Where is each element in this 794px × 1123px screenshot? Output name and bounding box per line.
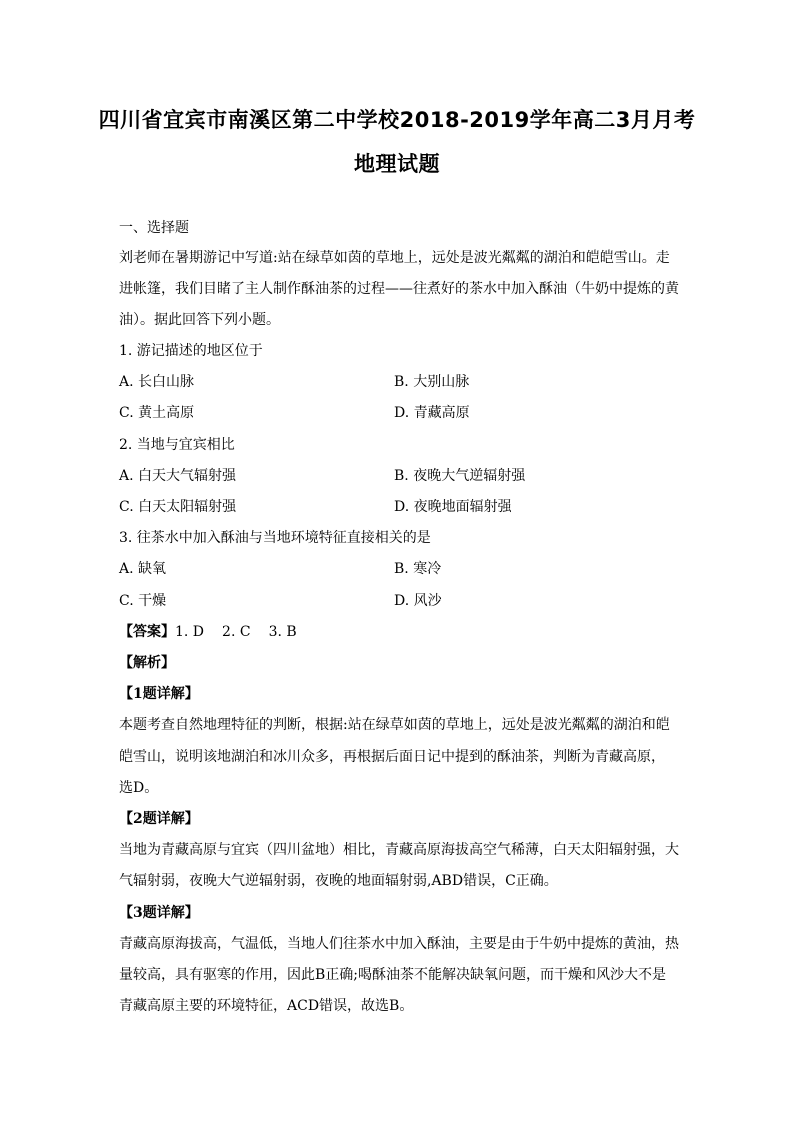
document-title-line-2: 地理试题 xyxy=(354,152,440,176)
question-3-option-b: B. 寒冷 xyxy=(394,561,442,577)
detail-3-line: 青藏高原海拔高，气温低，当地人们往茶水中加入酥油，主要是由于牛奶中提炼的黄油，热 xyxy=(119,936,679,952)
question-3-option-c: C. 干燥 xyxy=(119,593,167,609)
question-1-option-d: D. 青藏高原 xyxy=(394,405,470,421)
question-2-option-c: C. 白天太阳辐射强 xyxy=(119,499,237,515)
question-1-stem: 1. 游记描述的地区位于 xyxy=(119,343,263,359)
detail-2-heading: 【2题详解】 xyxy=(119,811,199,827)
question-3-option-d: D. 风沙 xyxy=(394,593,442,609)
answer-3: 3. B xyxy=(268,624,297,640)
question-3-stem: 3. 往茶水中加入酥油与当地环境特征直接相关的是 xyxy=(119,530,431,546)
answer-line xyxy=(119,622,297,642)
detail-1-line: 皑雪山，说明该地湖泊和冰川众多，再根据后面日记中提到的酥油茶，判断为青藏高原， xyxy=(119,749,665,765)
detail-3-line: 青藏高原主要的环境特征，ACD错误，故选B。 xyxy=(119,998,414,1014)
answer-1: 1. D xyxy=(175,624,205,640)
passage-line: 油）。据此回答下列小题。 xyxy=(119,312,280,328)
detail-1-line: 本题考查自然地理特征的判断，根据:站在绿草如茵的草地上，远处是波光粼粼的湖泊和皑 xyxy=(119,717,670,733)
detail-2-line: 当地为青藏高原与宜宾（四川盆地）相比，青藏高原海拔高空气稀薄，白天太阳辐射强，大 xyxy=(119,842,679,858)
question-2-option-a: A. 白天大气辐射强 xyxy=(119,468,237,484)
document-title-line-1: 四川省宜宾市南溪区第二中学校2018-2019学年高二3月月考 xyxy=(98,108,696,132)
detail-2-line: 气辐射弱，夜晚大气逆辐射弱，夜晚的地面辐射弱,ABD错误，C正确。 xyxy=(119,873,558,889)
detail-3-line: 量较高，具有驱寒的作用，因此B正确;喝酥油茶不能解决缺氧问题，而干燥和风沙大不是 xyxy=(119,967,667,983)
detail-3-heading: 【3题详解】 xyxy=(119,905,199,921)
question-1-option-b: B. 大别山脉 xyxy=(394,374,470,390)
passage-line: 进帐篷，我们目睹了主人制作酥油茶的过程——往煮好的茶水中加入酥油（牛奶中提炼的黄 xyxy=(119,281,679,297)
question-1-option-a: A. 长白山脉 xyxy=(119,374,195,390)
passage-line: 刘老师在暑期游记中写道:站在绿草如茵的草地上，远处是波光粼粼的湖泊和皑皑雪山。走 xyxy=(119,250,670,266)
section-heading: 一、选择题 xyxy=(119,220,189,236)
question-3-option-a: A. 缺氧 xyxy=(119,561,167,577)
question-2-option-b: B. 夜晚大气逆辐射强 xyxy=(394,468,526,484)
question-2-option-d: D. 夜晚地面辐射强 xyxy=(394,499,512,515)
analysis-label: 【解析】 xyxy=(119,655,175,671)
detail-1-heading: 【1题详解】 xyxy=(119,686,199,702)
detail-1-line: 选D。 xyxy=(119,780,159,796)
question-1-option-c: C. 黄土高原 xyxy=(119,405,195,421)
answer-2: 2. C xyxy=(222,624,251,640)
question-2-stem: 2. 当地与宜宾相比 xyxy=(119,437,235,453)
answer-label: 【答案】 xyxy=(119,624,175,640)
